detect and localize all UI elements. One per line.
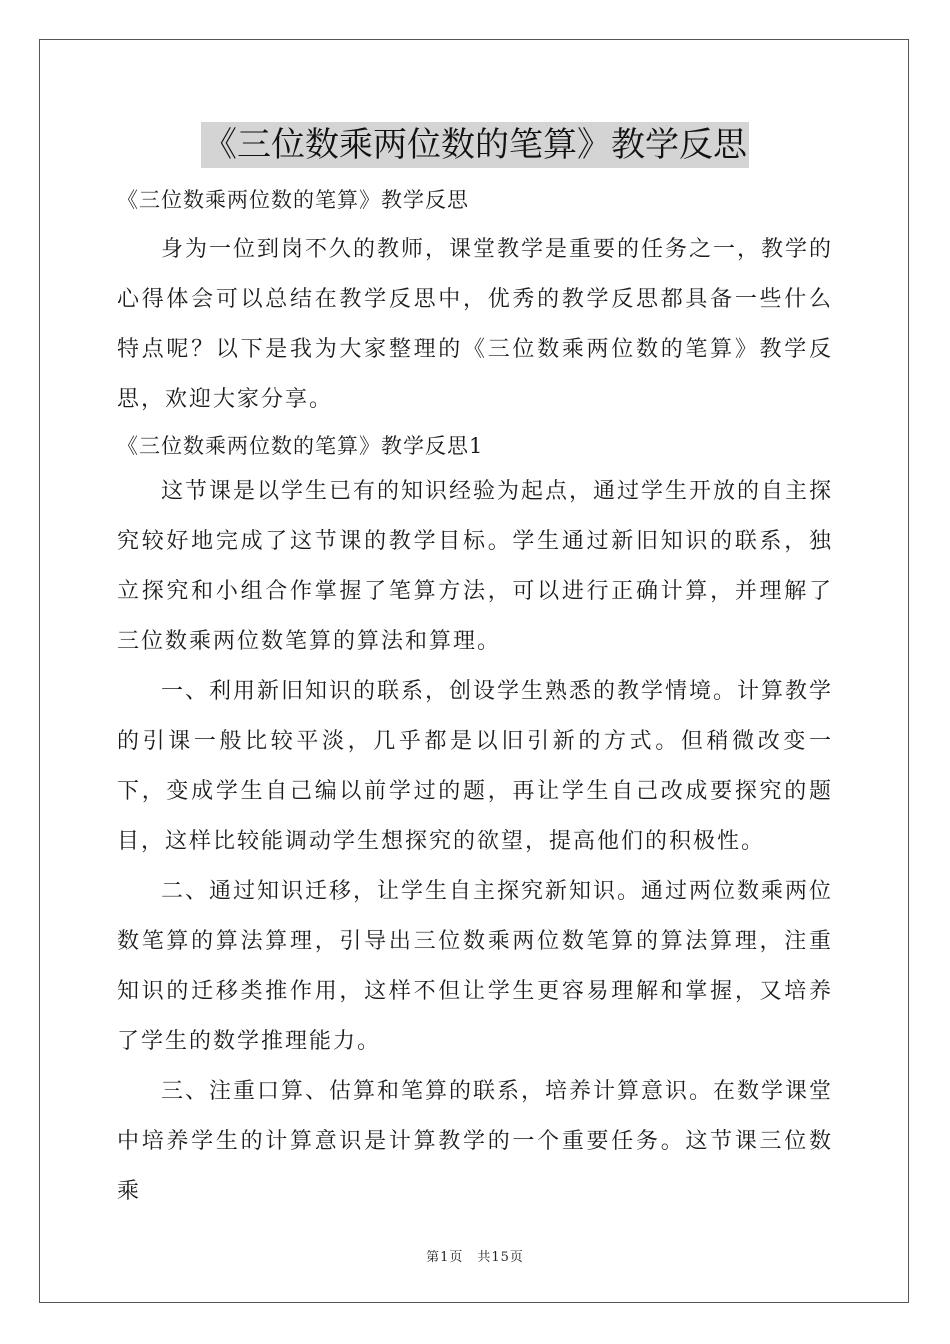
body-paragraph: 一、利用新旧知识的联系，创设学生熟悉的教学情境。计算教学的引课一般比较平淡，几乎都是以旧引新的方式。但稍微改变一下，变成学生自己编以前学过的题，再让学生自己改成要探究的题目，这样比较能调动学生想探究的欲望，提高他们的积极性。	[117, 679, 834, 854]
intro-paragraph: 身为一位到岗不久的教师，课堂教学是重要的任务之一，教学的心得体会可以总结在教学反思中，优秀的教学反思都具备一些什么特点呢？以下是我为大家整理的《三位数乘两位数的笔算》教学反思，欢迎大家分享。	[117, 237, 834, 412]
page-footer	[0, 1246, 950, 1265]
body-paragraph: 这节课是以学生已有的知识经验为起点，通过学生开放的自主探究较好地完成了这节课的教学目标。学生通过新旧知识的联系，独立探究和小组合作掌握了笔算方法，可以进行正确计算，并理解了三位数乘两位数笔算的算法和算理。	[117, 479, 834, 654]
section-heading: 《三位数乘两位数的笔算》教学反思	[117, 188, 469, 212]
page-total: 共15页	[477, 1250, 524, 1265]
title-container	[0, 122, 950, 168]
body-paragraph: 二、通过知识迁移，让学生自主探究新知识。通过两位数乘两位数笔算的算法算理，引导出三位数乘两位数笔算的算法算理，注重知识的迁移类推作用，这样不但让学生更容易理解和掌握，又培养了学生的数学推理能力。	[117, 879, 834, 1054]
body-paragraph: 三、注重口算、估算和笔算的联系，培养计算意识。在数学课堂中培养学生的计算意识是计算教学的一个重要任务。这节课三位数乘	[117, 1079, 834, 1204]
document-title: 《三位数乘两位数的笔算》教学反思	[201, 122, 749, 168]
document-body	[117, 179, 833, 1217]
page-number: 第1页	[426, 1250, 464, 1265]
section-heading-1: 《三位数乘两位数的笔算》教学反思1	[117, 434, 484, 458]
